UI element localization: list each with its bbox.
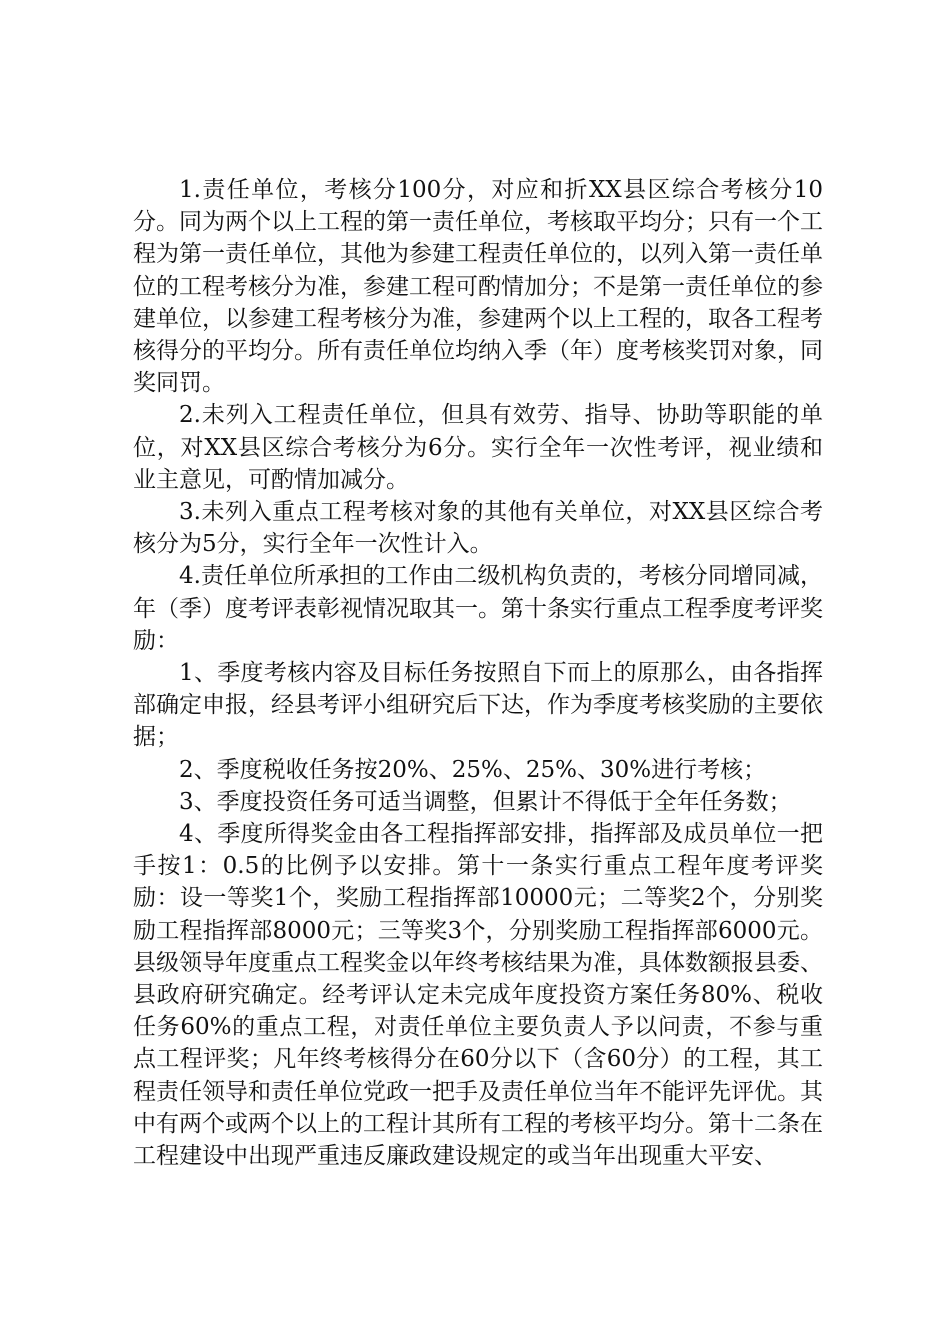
- paragraph-7: 3、季度投资任务可适当调整，但累计不得低于全年任务数；: [179, 788, 792, 815]
- document-body: [133, 174, 823, 1172]
- paragraph-8: 4、季度所得奖金由各工程指挥部安排，指挥部及成员单位一把手按1：0.5的比例予以安排。第十一条实行重点工程年度考评奖励：设一等奖1个，奖励工程指挥部10000元；二等奖2个，分别奖励工程指挥部8000元；三等奖3个，分别奖励工程指挥部6000元。县级领导年度重点工程奖金以年终考核结果为准，具体数额报县委、县政府研究确定。经考评认定未完成年度投资方案任务80%、税收任务60%的重点工程，对责任单位主要负责人予以问责，不参与重点工程评奖；凡年终考核得分在60分以下（含60分）的工程，其工程责任领导和责任单位党政一把手及责任单位当年不能评先评优。其中有两个或两个以上的工程计其所有工程的考核平均分。第十二条在工程建设中出现严重违反廉政建设规定的或当年出现重大平安、: [133, 821, 823, 1170]
- paragraph-5: 1、季度考核内容及目标任务按照自下而上的原那么，由各指挥部确定申报，经县考评小组研究后下达，作为季度考核奖励的主要依据；: [133, 660, 823, 751]
- paragraph-3: 3.未列入重点工程考核对象的其他有关单位，对XX县区综合考核分为5分，实行全年一次性计入。: [133, 499, 823, 558]
- paragraph-6: 2、季度税收任务按20%、25%、25%、30%进行考核；: [179, 756, 767, 783]
- paragraph-1: 1.责任单位，考核分100分，对应和折XX县区综合考核分10分。同为两个以上工程的第一责任单位，考核取平均分；只有一个工程为第一责任单位，其他为参建工程责任单位的，以列入第一责任单位的工程考核分为准，参建工程可酌情加分；不是第一责任单位的参建单位，以参建工程考核分为准，参建两个以上工程的，取各工程考核得分的平均分。所有责任单位均纳入季（年）度考核奖罚对象，同奖同罚。: [133, 177, 823, 397]
- paragraph-2: 2.未列入工程责任单位，但具有效劳、指导、协助等职能的单位，对XX县区综合考核分为6分。实行全年一次性考评，视业绩和业主意见，可酌情加减分。: [133, 402, 823, 493]
- paragraph-4: 4.责任单位所承担的工作由二级机构负责的，考核分同增同减，年（季）度考评表彰视情况取其一。第十条实行重点工程季度考评奖励：: [133, 563, 823, 654]
